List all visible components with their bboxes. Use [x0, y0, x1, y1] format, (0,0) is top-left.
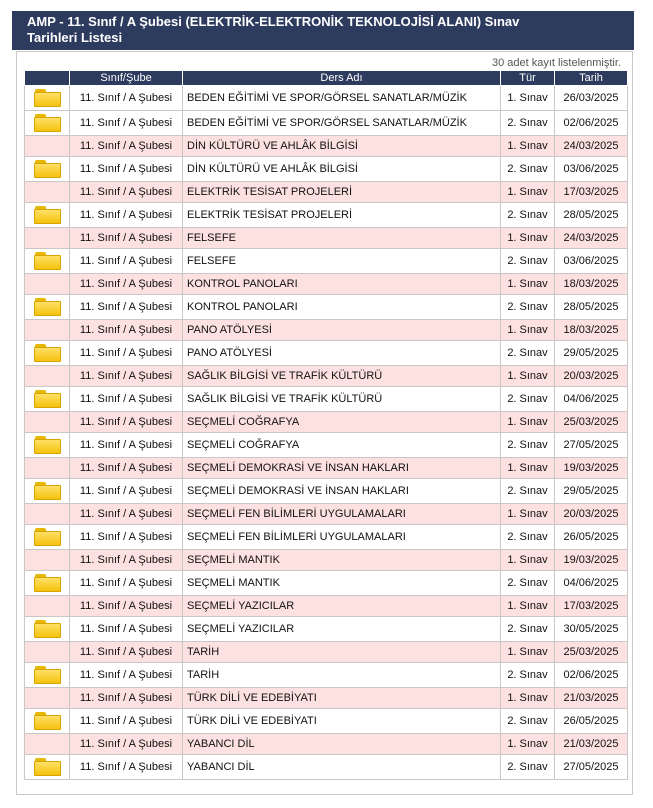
row-icon-cell — [25, 295, 70, 320]
class-cell: 11. Sınıf / A Şubesi — [70, 341, 183, 366]
class-cell: 11. Sınıf / A Şubesi — [70, 688, 183, 709]
row-icon-cell — [25, 571, 70, 596]
exam-type-cell: 2. Sınav — [501, 387, 555, 412]
class-cell: 11. Sınıf / A Şubesi — [70, 709, 183, 734]
exam-date-cell: 03/06/2025 — [555, 157, 628, 182]
exam-type-cell: 2. Sınav — [501, 571, 555, 596]
exam-type-cell: 1. Sınav — [501, 182, 555, 203]
class-cell: 11. Sınıf / A Şubesi — [70, 86, 183, 111]
class-cell: 11. Sınıf / A Şubesi — [70, 642, 183, 663]
class-cell: 11. Sınıf / A Şubesi — [70, 617, 183, 642]
exam-type-cell: 1. Sınav — [501, 86, 555, 111]
class-cell: 11. Sınıf / A Şubesi — [70, 525, 183, 550]
table-row — [25, 320, 628, 341]
page-title: AMP - 11. Sınıf / A Şubesi (ELEKTRİK-ELEKTRONİK TEKNOLOJİSİ ALANI) Sınav Tarihleri Listesi — [27, 14, 520, 45]
class-cell: 11. Sınıf / A Şubesi — [70, 755, 183, 780]
row-icon-cell — [25, 642, 70, 663]
exam-type-cell: 2. Sınav — [501, 663, 555, 688]
row-icon-cell — [25, 249, 70, 274]
row-icon-cell — [25, 366, 70, 387]
row-icon-cell — [25, 157, 70, 182]
course-cell: PANO ATÖLYESİ — [183, 320, 501, 341]
row-icon-cell — [25, 86, 70, 111]
folder-icon[interactable] — [34, 206, 61, 224]
row-icon-cell — [25, 111, 70, 136]
course-cell: SEÇMELİ FEN BİLİMLERİ UYGULAMALARI — [183, 504, 501, 525]
course-cell: SEÇMELİ MANTIK — [183, 550, 501, 571]
class-cell: 11. Sınıf / A Şubesi — [70, 366, 183, 387]
header-class: Sınıf/Şube — [70, 71, 183, 86]
folder-icon[interactable] — [34, 482, 61, 500]
course-cell: KONTROL PANOLARI — [183, 295, 501, 320]
header-date: Tarih — [555, 71, 628, 86]
course-cell: TÜRK DİLİ VE EDEBİYATI — [183, 709, 501, 734]
row-icon-cell — [25, 734, 70, 755]
exam-type-cell: 1. Sınav — [501, 412, 555, 433]
exam-date-cell: 19/03/2025 — [555, 458, 628, 479]
exam-date-cell: 17/03/2025 — [555, 596, 628, 617]
course-cell: SEÇMELİ MANTIK — [183, 571, 501, 596]
row-icon-cell — [25, 412, 70, 433]
exam-type-cell: 1. Sınav — [501, 550, 555, 571]
course-cell: BEDEN EĞİTİMİ VE SPOR/GÖRSEL SANATLAR/MÜZİK — [183, 86, 501, 111]
course-cell: TARİH — [183, 642, 501, 663]
exam-type-cell: 2. Sınav — [501, 709, 555, 734]
course-cell: FELSEFE — [183, 249, 501, 274]
record-count-label: 30 adet kayıt listelenmiştir. — [491, 57, 621, 69]
exam-date-cell: 19/03/2025 — [555, 550, 628, 571]
row-icon-cell — [25, 617, 70, 642]
table-row — [25, 504, 628, 525]
table-row — [25, 274, 628, 295]
course-cell: KONTROL PANOLARI — [183, 274, 501, 295]
header-course: Ders Adı — [183, 71, 501, 86]
class-cell: 11. Sınıf / A Şubesi — [70, 203, 183, 228]
table-row — [25, 525, 628, 550]
course-cell: PANO ATÖLYESİ — [183, 341, 501, 366]
class-cell: 11. Sınıf / A Şubesi — [70, 182, 183, 203]
exam-type-cell: 1. Sınav — [501, 596, 555, 617]
class-cell: 11. Sınıf / A Şubesi — [70, 596, 183, 617]
exam-type-cell: 2. Sınav — [501, 341, 555, 366]
exam-rows — [25, 86, 628, 780]
table-row — [25, 366, 628, 387]
class-cell: 11. Sınıf / A Şubesi — [70, 571, 183, 596]
row-icon-cell — [25, 479, 70, 504]
course-cell: TARİH — [183, 663, 501, 688]
exam-type-cell: 1. Sınav — [501, 734, 555, 755]
table-row — [25, 412, 628, 433]
table-row — [25, 688, 628, 709]
exam-date-cell: 24/03/2025 — [555, 228, 628, 249]
folder-icon[interactable] — [34, 666, 61, 684]
table-row — [25, 111, 628, 136]
exam-date-cell: 20/03/2025 — [555, 504, 628, 525]
row-icon-cell — [25, 663, 70, 688]
table-row — [25, 755, 628, 780]
class-cell: 11. Sınıf / A Şubesi — [70, 320, 183, 341]
row-icon-cell — [25, 709, 70, 734]
row-icon-cell — [25, 136, 70, 157]
table-row — [25, 387, 628, 412]
exam-type-cell: 1. Sınav — [501, 136, 555, 157]
course-cell: SEÇMELİ DEMOKRASİ VE İNSAN HAKLARI — [183, 479, 501, 504]
exam-type-cell: 2. Sınav — [501, 617, 555, 642]
row-icon-cell — [25, 596, 70, 617]
table-row — [25, 86, 628, 111]
row-icon-cell — [25, 755, 70, 780]
table-row — [25, 228, 628, 249]
exam-date-cell: 21/03/2025 — [555, 688, 628, 709]
table-row — [25, 617, 628, 642]
course-cell: YABANCI DİL — [183, 734, 501, 755]
class-cell: 11. Sınıf / A Şubesi — [70, 157, 183, 182]
row-icon-cell — [25, 387, 70, 412]
row-icon-cell — [25, 182, 70, 203]
folder-icon[interactable] — [34, 89, 61, 107]
folder-icon[interactable] — [34, 344, 61, 362]
folder-icon[interactable] — [34, 160, 61, 178]
table-row — [25, 249, 628, 274]
class-cell: 11. Sınıf / A Şubesi — [70, 663, 183, 688]
course-cell: SAĞLIK BİLGİSİ VE TRAFİK KÜLTÜRÜ — [183, 366, 501, 387]
row-icon-cell — [25, 433, 70, 458]
exam-date-cell: 26/05/2025 — [555, 709, 628, 734]
exam-date-cell: 04/06/2025 — [555, 387, 628, 412]
row-icon-cell — [25, 504, 70, 525]
row-icon-cell — [25, 274, 70, 295]
course-cell: SEÇMELİ FEN BİLİMLERİ UYGULAMALARI — [183, 525, 501, 550]
exam-type-cell: 1. Sınav — [501, 320, 555, 341]
folder-icon[interactable] — [34, 528, 61, 546]
exam-date-cell: 04/06/2025 — [555, 571, 628, 596]
exam-type-cell: 2. Sınav — [501, 203, 555, 228]
exam-type-cell: 2. Sınav — [501, 525, 555, 550]
exam-date-cell: 21/03/2025 — [555, 734, 628, 755]
table-row — [25, 458, 628, 479]
exam-type-cell: 2. Sınav — [501, 157, 555, 182]
folder-icon[interactable] — [34, 298, 61, 316]
folder-icon[interactable] — [34, 712, 61, 730]
exam-date-cell: 30/05/2025 — [555, 617, 628, 642]
folder-icon[interactable] — [34, 758, 61, 776]
row-icon-cell — [25, 688, 70, 709]
exam-type-cell: 1. Sınav — [501, 642, 555, 663]
table-row — [25, 642, 628, 663]
exam-date-cell: 18/03/2025 — [555, 320, 628, 341]
exam-date-cell: 18/03/2025 — [555, 274, 628, 295]
exam-type-cell: 2. Sınav — [501, 249, 555, 274]
folder-icon[interactable] — [34, 620, 61, 638]
row-icon-cell — [25, 525, 70, 550]
row-icon-cell — [25, 341, 70, 366]
course-cell: SEÇMELİ YAZICILAR — [183, 617, 501, 642]
exam-date-cell: 29/05/2025 — [555, 341, 628, 366]
exam-date-cell: 28/05/2025 — [555, 295, 628, 320]
exam-type-cell: 1. Sınav — [501, 688, 555, 709]
course-cell: YABANCI DİL — [183, 755, 501, 780]
class-cell: 11. Sınıf / A Şubesi — [70, 734, 183, 755]
class-cell: 11. Sınıf / A Şubesi — [70, 136, 183, 157]
exam-date-cell: 20/03/2025 — [555, 366, 628, 387]
table-row — [25, 571, 628, 596]
row-icon-cell — [25, 550, 70, 571]
class-cell: 11. Sınıf / A Şubesi — [70, 295, 183, 320]
table-row — [25, 550, 628, 571]
row-icon-cell — [25, 458, 70, 479]
folder-icon[interactable] — [34, 436, 61, 454]
course-cell: BEDEN EĞİTİMİ VE SPOR/GÖRSEL SANATLAR/MÜZİK — [183, 111, 501, 136]
table-row — [25, 295, 628, 320]
table-row — [25, 341, 628, 366]
class-cell: 11. Sınıf / A Şubesi — [70, 479, 183, 504]
table-row — [25, 734, 628, 755]
exam-date-cell: 02/06/2025 — [555, 663, 628, 688]
class-cell: 11. Sınıf / A Şubesi — [70, 249, 183, 274]
exam-type-cell: 1. Sınav — [501, 228, 555, 249]
exam-type-cell: 1. Sınav — [501, 504, 555, 525]
exam-type-cell: 1. Sınav — [501, 274, 555, 295]
class-cell: 11. Sınıf / A Şubesi — [70, 550, 183, 571]
table-row — [25, 433, 628, 458]
exam-date-cell: 27/05/2025 — [555, 755, 628, 780]
folder-icon[interactable] — [34, 252, 61, 270]
class-cell: 11. Sınıf / A Şubesi — [70, 504, 183, 525]
course-cell: FELSEFE — [183, 228, 501, 249]
table-header-row — [25, 71, 628, 86]
exam-date-cell: 25/03/2025 — [555, 642, 628, 663]
exam-date-cell: 03/06/2025 — [555, 249, 628, 274]
exam-date-cell: 28/05/2025 — [555, 203, 628, 228]
exam-date-cell: 26/05/2025 — [555, 525, 628, 550]
exam-date-cell: 02/06/2025 — [555, 111, 628, 136]
exam-schedule-table — [24, 70, 628, 780]
table-row — [25, 203, 628, 228]
folder-icon[interactable] — [34, 574, 61, 592]
exam-date-cell: 29/05/2025 — [555, 479, 628, 504]
class-cell: 11. Sınıf / A Şubesi — [70, 228, 183, 249]
exam-type-cell: 1. Sınav — [501, 366, 555, 387]
course-cell: SEÇMELİ COĞRAFYA — [183, 412, 501, 433]
exam-type-cell: 2. Sınav — [501, 433, 555, 458]
course-cell: ELEKTRİK TESİSAT PROJELERİ — [183, 203, 501, 228]
exam-type-cell: 2. Sınav — [501, 755, 555, 780]
row-icon-cell — [25, 203, 70, 228]
exam-date-cell: 26/03/2025 — [555, 86, 628, 111]
course-cell: SEÇMELİ YAZICILAR — [183, 596, 501, 617]
course-cell: SEÇMELİ COĞRAFYA — [183, 433, 501, 458]
class-cell: 11. Sınıf / A Şubesi — [70, 458, 183, 479]
table-row — [25, 663, 628, 688]
page-header — [12, 11, 634, 50]
row-icon-cell — [25, 228, 70, 249]
class-cell: 11. Sınıf / A Şubesi — [70, 387, 183, 412]
exam-type-cell: 1. Sınav — [501, 458, 555, 479]
course-cell: DİN KÜLTÜRÜ VE AHLÂK BİLGİSİ — [183, 136, 501, 157]
exam-type-cell: 2. Sınav — [501, 295, 555, 320]
table-row — [25, 157, 628, 182]
table-row — [25, 596, 628, 617]
class-cell: 11. Sınıf / A Şubesi — [70, 433, 183, 458]
course-cell: ELEKTRİK TESİSAT PROJELERİ — [183, 182, 501, 203]
header-type: Tür — [501, 71, 555, 86]
class-cell: 11. Sınıf / A Şubesi — [70, 412, 183, 433]
course-cell: DİN KÜLTÜRÜ VE AHLÂK BİLGİSİ — [183, 157, 501, 182]
course-cell: TÜRK DİLİ VE EDEBİYATI — [183, 688, 501, 709]
exam-type-cell: 2. Sınav — [501, 479, 555, 504]
folder-icon[interactable] — [34, 114, 61, 132]
exam-list-panel — [16, 51, 633, 795]
exam-type-cell: 2. Sınav — [501, 111, 555, 136]
table-row — [25, 479, 628, 504]
row-icon-cell — [25, 320, 70, 341]
folder-icon[interactable] — [34, 390, 61, 408]
exam-date-cell: 27/05/2025 — [555, 433, 628, 458]
course-cell: SEÇMELİ DEMOKRASİ VE İNSAN HAKLARI — [183, 458, 501, 479]
table-row — [25, 709, 628, 734]
exam-date-cell: 24/03/2025 — [555, 136, 628, 157]
class-cell: 11. Sınıf / A Şubesi — [70, 274, 183, 295]
table-row — [25, 136, 628, 157]
class-cell: 11. Sınıf / A Şubesi — [70, 111, 183, 136]
exam-date-cell: 17/03/2025 — [555, 182, 628, 203]
table-row — [25, 182, 628, 203]
header-icon-column — [25, 71, 70, 86]
exam-date-cell: 25/03/2025 — [555, 412, 628, 433]
course-cell: SAĞLIK BİLGİSİ VE TRAFİK KÜLTÜRÜ — [183, 387, 501, 412]
